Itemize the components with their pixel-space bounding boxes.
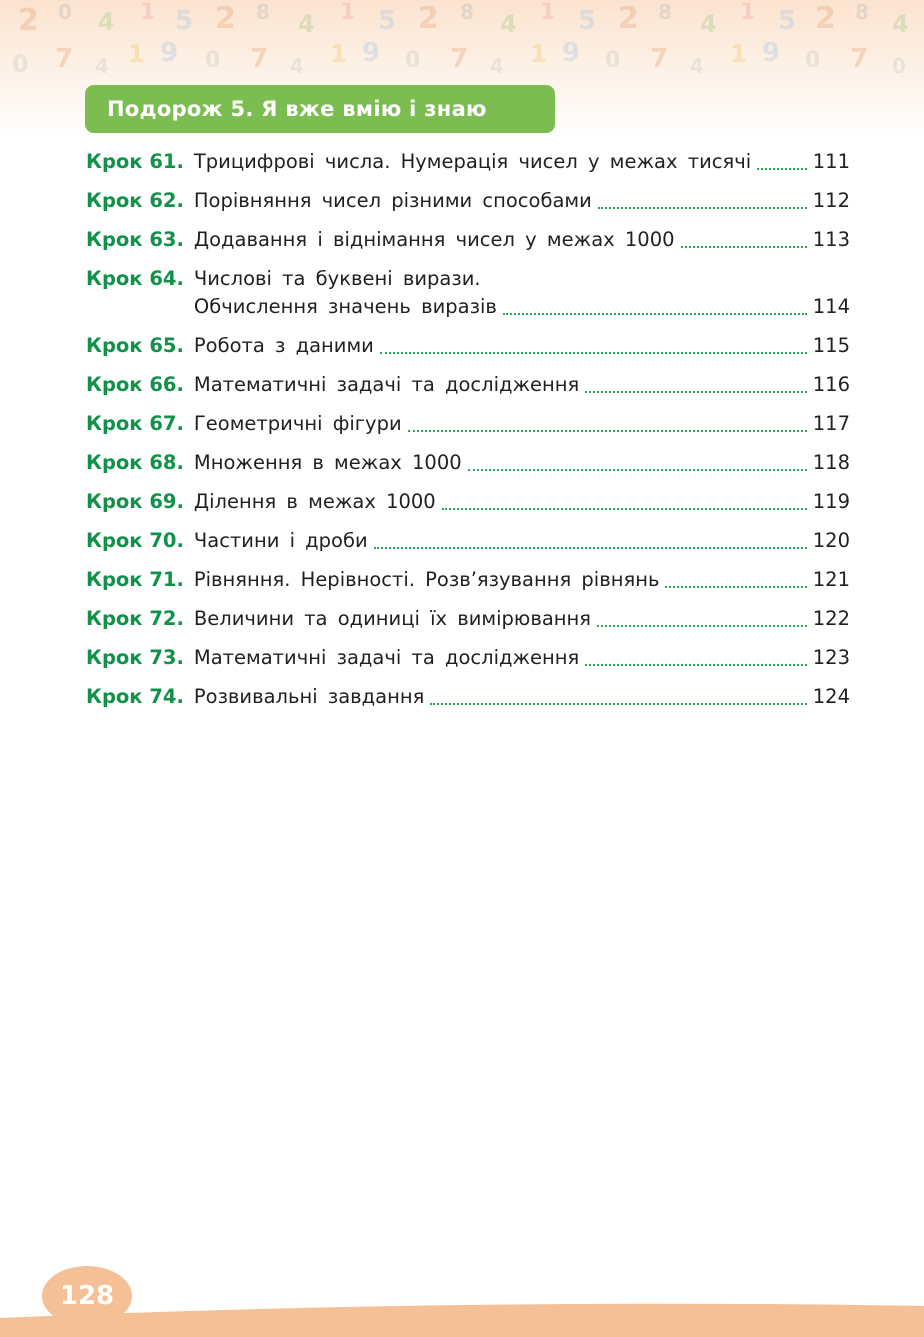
toc-entry-title: Порівняння чисел різними способами (193, 189, 592, 212)
toc-page-number: 122 (812, 607, 850, 630)
deco-digit-icon: 0 (405, 48, 421, 73)
dot-leader (585, 664, 806, 666)
toc-page-number: 114 (812, 295, 850, 318)
toc-entry (86, 226, 850, 254)
deco-digit-icon: 4 (700, 10, 717, 38)
deco-digit-icon: 0 (58, 0, 72, 24)
toc-entry-line (194, 332, 850, 360)
toc-entry-title: Числові та буквені вирази. (193, 267, 481, 290)
toc-entry-body (194, 265, 850, 321)
toc-entry-body (194, 488, 850, 516)
toc-entry-title: Математичні задачі та дослідження (193, 373, 580, 396)
deco-digit-icon: 4 (690, 54, 704, 78)
deco-digit-icon: 4 (892, 10, 909, 38)
page-number-badge (42, 1266, 132, 1326)
toc-entry-line (194, 605, 850, 633)
deco-digit-icon: 2 (418, 1, 439, 36)
toc-step-label: Крок 65. (86, 334, 184, 357)
toc-entry (86, 605, 850, 633)
toc-entry-line (194, 265, 850, 293)
deco-digit-icon: 5 (378, 6, 397, 36)
dot-leader (598, 207, 807, 209)
toc-entry-body (194, 644, 850, 672)
toc-entry-title: Величини та одиниці їх вимірювання (193, 607, 592, 630)
deco-digit-icon: 7 (450, 44, 469, 74)
deco-digit-icon: 2 (215, 1, 236, 36)
toc-step-label: Крок 73. (86, 646, 184, 669)
toc-entry (86, 265, 850, 321)
toc-entry-line (194, 410, 850, 438)
deco-digit-icon: 4 (98, 8, 115, 36)
toc-entry-title: Математичні задачі та дослідження (193, 646, 580, 669)
deco-digit-icon: 8 (658, 0, 672, 24)
toc-page-number: 120 (812, 529, 850, 552)
toc-entry-line (194, 644, 850, 672)
dot-leader (503, 313, 807, 315)
toc-entry (86, 187, 850, 215)
deco-digit-icon: 0 (12, 50, 29, 78)
deco-digit-icon: 8 (460, 0, 474, 24)
deco-digit-icon: 1 (140, 0, 156, 25)
toc-step-label: Крок 68. (86, 451, 184, 474)
toc-step-label: Крок 66. (86, 373, 184, 396)
deco-digit-icon: 7 (55, 44, 74, 74)
toc-entry-title: Геометричні фігури (193, 412, 402, 435)
toc-entry-body (194, 187, 850, 215)
toc-entry (86, 644, 850, 672)
deco-digit-icon: 9 (160, 38, 179, 68)
toc-entry-body (194, 449, 850, 477)
deco-digit-icon: 7 (650, 44, 669, 74)
deco-digit-icon: 0 (805, 48, 821, 73)
deco-digit-icon: 0 (892, 54, 906, 78)
deco-digit-icon: 5 (778, 6, 797, 36)
deco-digit-icon: 1 (128, 40, 145, 68)
deco-digit-icon: 1 (540, 0, 556, 25)
toc-entry-line (194, 449, 850, 477)
toc-entry-line (194, 226, 850, 254)
toc-step-label: Крок 63. (86, 228, 184, 251)
toc-page-number: 124 (812, 685, 850, 708)
page-number: 128 (59, 1281, 115, 1311)
dot-leader (374, 547, 807, 549)
toc-entry-body (194, 605, 850, 633)
toc-entry-body (194, 371, 850, 399)
deco-digit-icon: 1 (340, 0, 356, 25)
deco-digit-icon: 7 (250, 44, 269, 74)
toc-entry-line (194, 187, 850, 215)
toc-entry-title: Додавання і віднімання чисел у межах 1000 (193, 228, 675, 251)
dot-leader (597, 625, 807, 627)
toc-entry-line (194, 683, 850, 711)
deco-digit-icon: 4 (95, 54, 109, 78)
toc-page-number: 121 (812, 568, 850, 591)
toc-entry (86, 148, 850, 176)
toc-entry-title: Рівняння. Нерівності. Розв’язування рівнянь (193, 568, 660, 591)
toc-page-number: 123 (812, 646, 850, 669)
toc-entry-title: Розвивальні завдання (193, 685, 425, 708)
toc-entry-title: Трицифрові числа. Нумерація чисел у межах тисячі (193, 150, 752, 173)
toc-entry-title: Обчислення значень виразів (193, 295, 497, 318)
deco-digit-icon: 0 (205, 48, 221, 73)
toc-page-number: 119 (812, 490, 850, 513)
dot-leader (585, 391, 806, 393)
toc-entry (86, 332, 850, 360)
toc-step-label: Крок 71. (86, 568, 184, 591)
toc-step-label: Крок 69. (86, 490, 184, 513)
toc-step-label: Крок 67. (86, 412, 184, 435)
deco-digit-icon: 9 (562, 38, 581, 68)
section-header (85, 85, 555, 133)
table-of-contents (86, 148, 850, 722)
toc-entry-body (194, 410, 850, 438)
deco-digit-icon: 8 (855, 0, 869, 24)
toc-entry-title: Частини і дроби (193, 529, 368, 552)
toc-page-number: 112 (812, 189, 850, 212)
toc-entry (86, 449, 850, 477)
deco-digit-icon: 2 (618, 1, 639, 36)
toc-page-number: 116 (812, 373, 850, 396)
toc-step-label: Крок 62. (86, 189, 184, 212)
toc-entry-line (194, 148, 850, 176)
toc-entry-line (194, 488, 850, 516)
toc-step-label: Крок 61. (86, 150, 184, 173)
deco-digit-icon: 1 (330, 40, 347, 68)
deco-digit-icon: 1 (530, 40, 547, 68)
deco-digit-icon: 9 (362, 38, 381, 68)
toc-entry (86, 410, 850, 438)
dot-leader (408, 430, 807, 432)
toc-entry-line (194, 293, 850, 321)
toc-entry (86, 371, 850, 399)
toc-entry (86, 527, 850, 555)
deco-digit-icon: 8 (256, 0, 270, 24)
dot-leader (468, 469, 807, 471)
toc-entry-title: Множення в межах 1000 (193, 451, 462, 474)
deco-digit-icon: 4 (290, 54, 304, 78)
dot-leader (380, 352, 807, 354)
toc-page-number: 118 (812, 451, 850, 474)
toc-entry-body (194, 566, 850, 594)
toc-step-label: Крок 64. (86, 267, 184, 290)
deco-digit-icon: 4 (500, 10, 517, 38)
toc-entry-body (194, 148, 850, 176)
toc-entry-line (194, 371, 850, 399)
deco-digit-icon: 2 (18, 3, 39, 38)
toc-entry-title: Ділення в межах 1000 (193, 490, 436, 513)
deco-digit-icon: 1 (730, 40, 747, 68)
deco-digit-icon: 2 (815, 1, 836, 36)
deco-digit-icon: 5 (175, 6, 194, 36)
deco-digit-icon: 1 (740, 0, 756, 25)
toc-step-label: Крок 70. (86, 529, 184, 552)
deco-digit-icon: 0 (605, 48, 621, 73)
toc-entry-title: Робота з даними (193, 334, 374, 357)
toc-entry-body (194, 527, 850, 555)
toc-step-label: Крок 74. (86, 685, 184, 708)
dot-leader (681, 246, 807, 248)
toc-page-number: 115 (812, 334, 850, 357)
toc-entry-line (194, 566, 850, 594)
toc-entry (86, 566, 850, 594)
toc-entry (86, 683, 850, 711)
dot-leader (757, 168, 807, 170)
deco-digit-icon: 9 (762, 38, 781, 68)
toc-entry-line (194, 527, 850, 555)
toc-step-label: Крок 72. (86, 607, 184, 630)
dot-leader (665, 586, 806, 588)
dot-leader (442, 508, 807, 510)
toc-entry (86, 488, 850, 516)
toc-page-number: 117 (812, 412, 850, 435)
section-title: Подорож 5. Я вже вмію і знаю (107, 97, 487, 121)
dot-leader (430, 703, 806, 705)
deco-digit-icon: 4 (298, 10, 315, 38)
deco-digit-icon: 4 (490, 54, 504, 78)
toc-page-number: 111 (812, 150, 850, 173)
toc-entry-body (194, 226, 850, 254)
toc-page-number: 113 (812, 228, 850, 251)
toc-entry-body (194, 683, 850, 711)
footer-band (0, 1296, 924, 1337)
deco-digit-icon: 5 (578, 6, 597, 36)
toc-entry-body (194, 332, 850, 360)
deco-digit-icon: 7 (850, 44, 869, 74)
